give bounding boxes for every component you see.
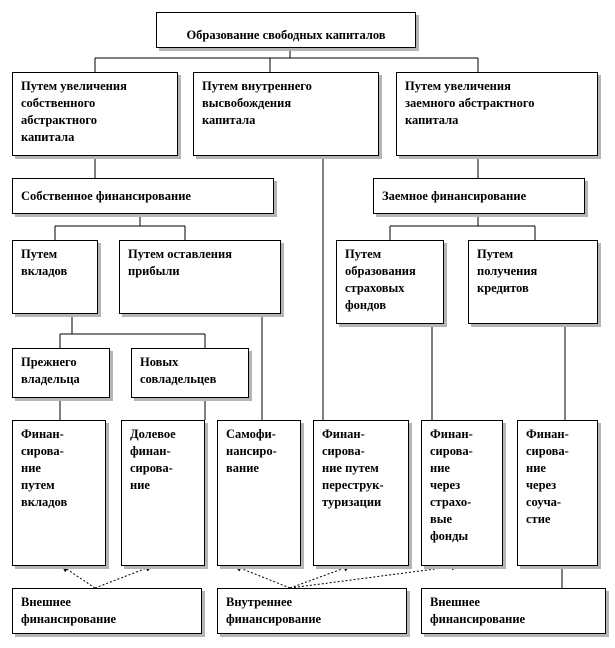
new-coowners-text: Новых совладельцев bbox=[140, 355, 217, 386]
by-contributions-text: Путем вкладов bbox=[21, 247, 68, 278]
by-retained-profit-box bbox=[119, 240, 281, 314]
by-insurance-funds-box bbox=[336, 240, 444, 324]
self-financing-box bbox=[217, 420, 301, 566]
new-coowners-box bbox=[131, 348, 249, 398]
insurance-funds-financing-box bbox=[421, 420, 503, 566]
way-loan-capital-box bbox=[396, 72, 598, 156]
own-financing-box bbox=[12, 178, 274, 214]
way-own-capital-text: Путем увеличения собственного абстрактного капитала bbox=[21, 79, 127, 144]
external-financing-right-text: Внешнее финансирование bbox=[430, 595, 526, 626]
way-internal-release-box bbox=[193, 72, 379, 156]
title-box bbox=[156, 12, 416, 48]
by-credits-text: Путем получения кредитов bbox=[477, 247, 538, 295]
by-retained-profit-text: Путем оставления прибыли bbox=[128, 247, 232, 278]
by-contributions-box bbox=[12, 240, 98, 314]
external-financing-left-box bbox=[12, 588, 202, 634]
way-loan-capital-text: Путем увеличения заемного абстрактного капитала bbox=[405, 79, 535, 127]
restructuring-financing-box bbox=[313, 420, 409, 566]
external-financing-right-box bbox=[421, 588, 606, 634]
internal-financing-text: Внутреннее финансирование bbox=[226, 595, 322, 626]
title-text: Образование свободных капиталов bbox=[186, 28, 386, 42]
equity-financing-text: Долевое финан- сирова- ние bbox=[130, 427, 176, 492]
way-internal-release-text: Путем внутреннего высвобождения капитала bbox=[202, 79, 312, 127]
former-owner-box bbox=[12, 348, 110, 398]
insurance-funds-financing-text: Финан- сирова- ние через страхо- вые фонды bbox=[430, 427, 473, 543]
former-owner-text: Прежнего владельца bbox=[21, 355, 80, 386]
internal-financing-box bbox=[217, 588, 407, 634]
loan-financing-text: Заемное финансирование bbox=[382, 189, 527, 203]
equity-financing-box bbox=[121, 420, 205, 566]
self-financing-text: Самофи- нансиро- вание bbox=[226, 427, 277, 475]
way-own-capital-box bbox=[12, 72, 178, 156]
by-insurance-funds-text: Путем образования страховых фондов bbox=[345, 247, 416, 312]
participation-financing-text: Финан- сирова- ние через соуча- стие bbox=[526, 427, 569, 526]
external-financing-left-text: Внешнее финансирование bbox=[21, 595, 117, 626]
restructuring-financing-text: Финан- сирова- ние путем переструк- туризации bbox=[322, 427, 384, 509]
financing-by-contributions-text: Финан- сирова- ние путем вкладов bbox=[21, 427, 68, 509]
participation-financing-box bbox=[517, 420, 598, 566]
own-financing-text: Собственное финансирование bbox=[21, 189, 191, 203]
financing-by-contributions-box bbox=[12, 420, 106, 566]
by-credits-box bbox=[468, 240, 598, 324]
loan-financing-box bbox=[373, 178, 585, 214]
